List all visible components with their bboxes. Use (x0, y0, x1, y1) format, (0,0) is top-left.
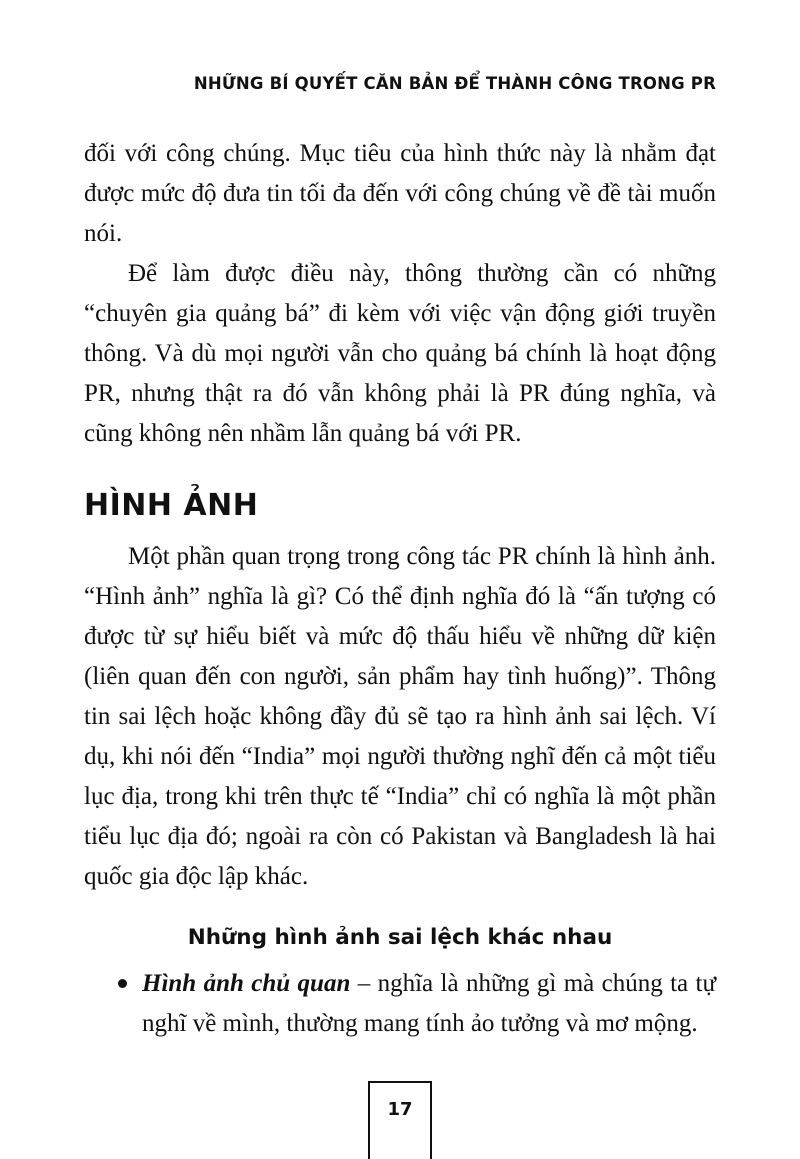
paragraph-2: Để làm được điều này, thông thường cần có những “chuyên gia quảng bá” đi kèm với việc vận động giới truyền thông. Và dù mọi người vẫn cho quảng bá chính là hoạt động PR, nhưng thật ra đó vẫn không phải là PR đúng nghĩa, và cũng không nên nhầm lẫn quảng bá với PR. (84, 260, 716, 447)
section-heading: HÌNH ẢNH (84, 488, 259, 523)
bullet-text: – nghĩa là những gì mà chúng ta tự nghĩ về mình, thường mang tính ảo tưởng và mơ mộng. (142, 970, 717, 1037)
subsection-heading: Những hình ảnh sai lệch khác nhau (187, 925, 613, 950)
bullet-list (84, 964, 716, 1044)
page-number-box (368, 1081, 432, 1159)
page-content (84, 134, 716, 1044)
bullet-dot-icon (118, 979, 127, 988)
paragraph-1: đối với công chúng. Mục tiêu của hình thức này là nhằm đạt được mức độ đưa tin tối đa đến với công chúng về đề tài muốn nói. (84, 140, 716, 247)
page-footer (0, 1079, 800, 1159)
running-head: NHỮNG BÍ QUYẾT CĂN BẢN ĐỂ THÀNH CÔNG TRONG PR (193, 74, 716, 93)
page-number: 17 (387, 1099, 413, 1120)
list-item (118, 964, 716, 1044)
section-paragraph: Một phần quan trọng trong công tác PR chính là hình ảnh. “Hình ảnh” nghĩa là gì? Có thể định nghĩa đó là “ấn tượng có được từ sự hiểu biết và mức độ thấu hiểu về những dữ kiện (liên quan đến con người, sản phẩm hay tình huống)”. Thông tin sai lệch hoặc không đầy đủ sẽ tạo ra hình ảnh sai lệch. Ví dụ, khi nói đến “India” mọi người thường nghĩ đến cả một tiểu lục địa, trong khi trên thực tế “India” chỉ có nghĩa là một phần tiểu lục địa đó; ngoài ra còn có Pakistan và Bangladesh là hai quốc gia độc lập khác. (84, 543, 716, 890)
bullet-term: Hình ảnh chủ quan (142, 970, 351, 997)
